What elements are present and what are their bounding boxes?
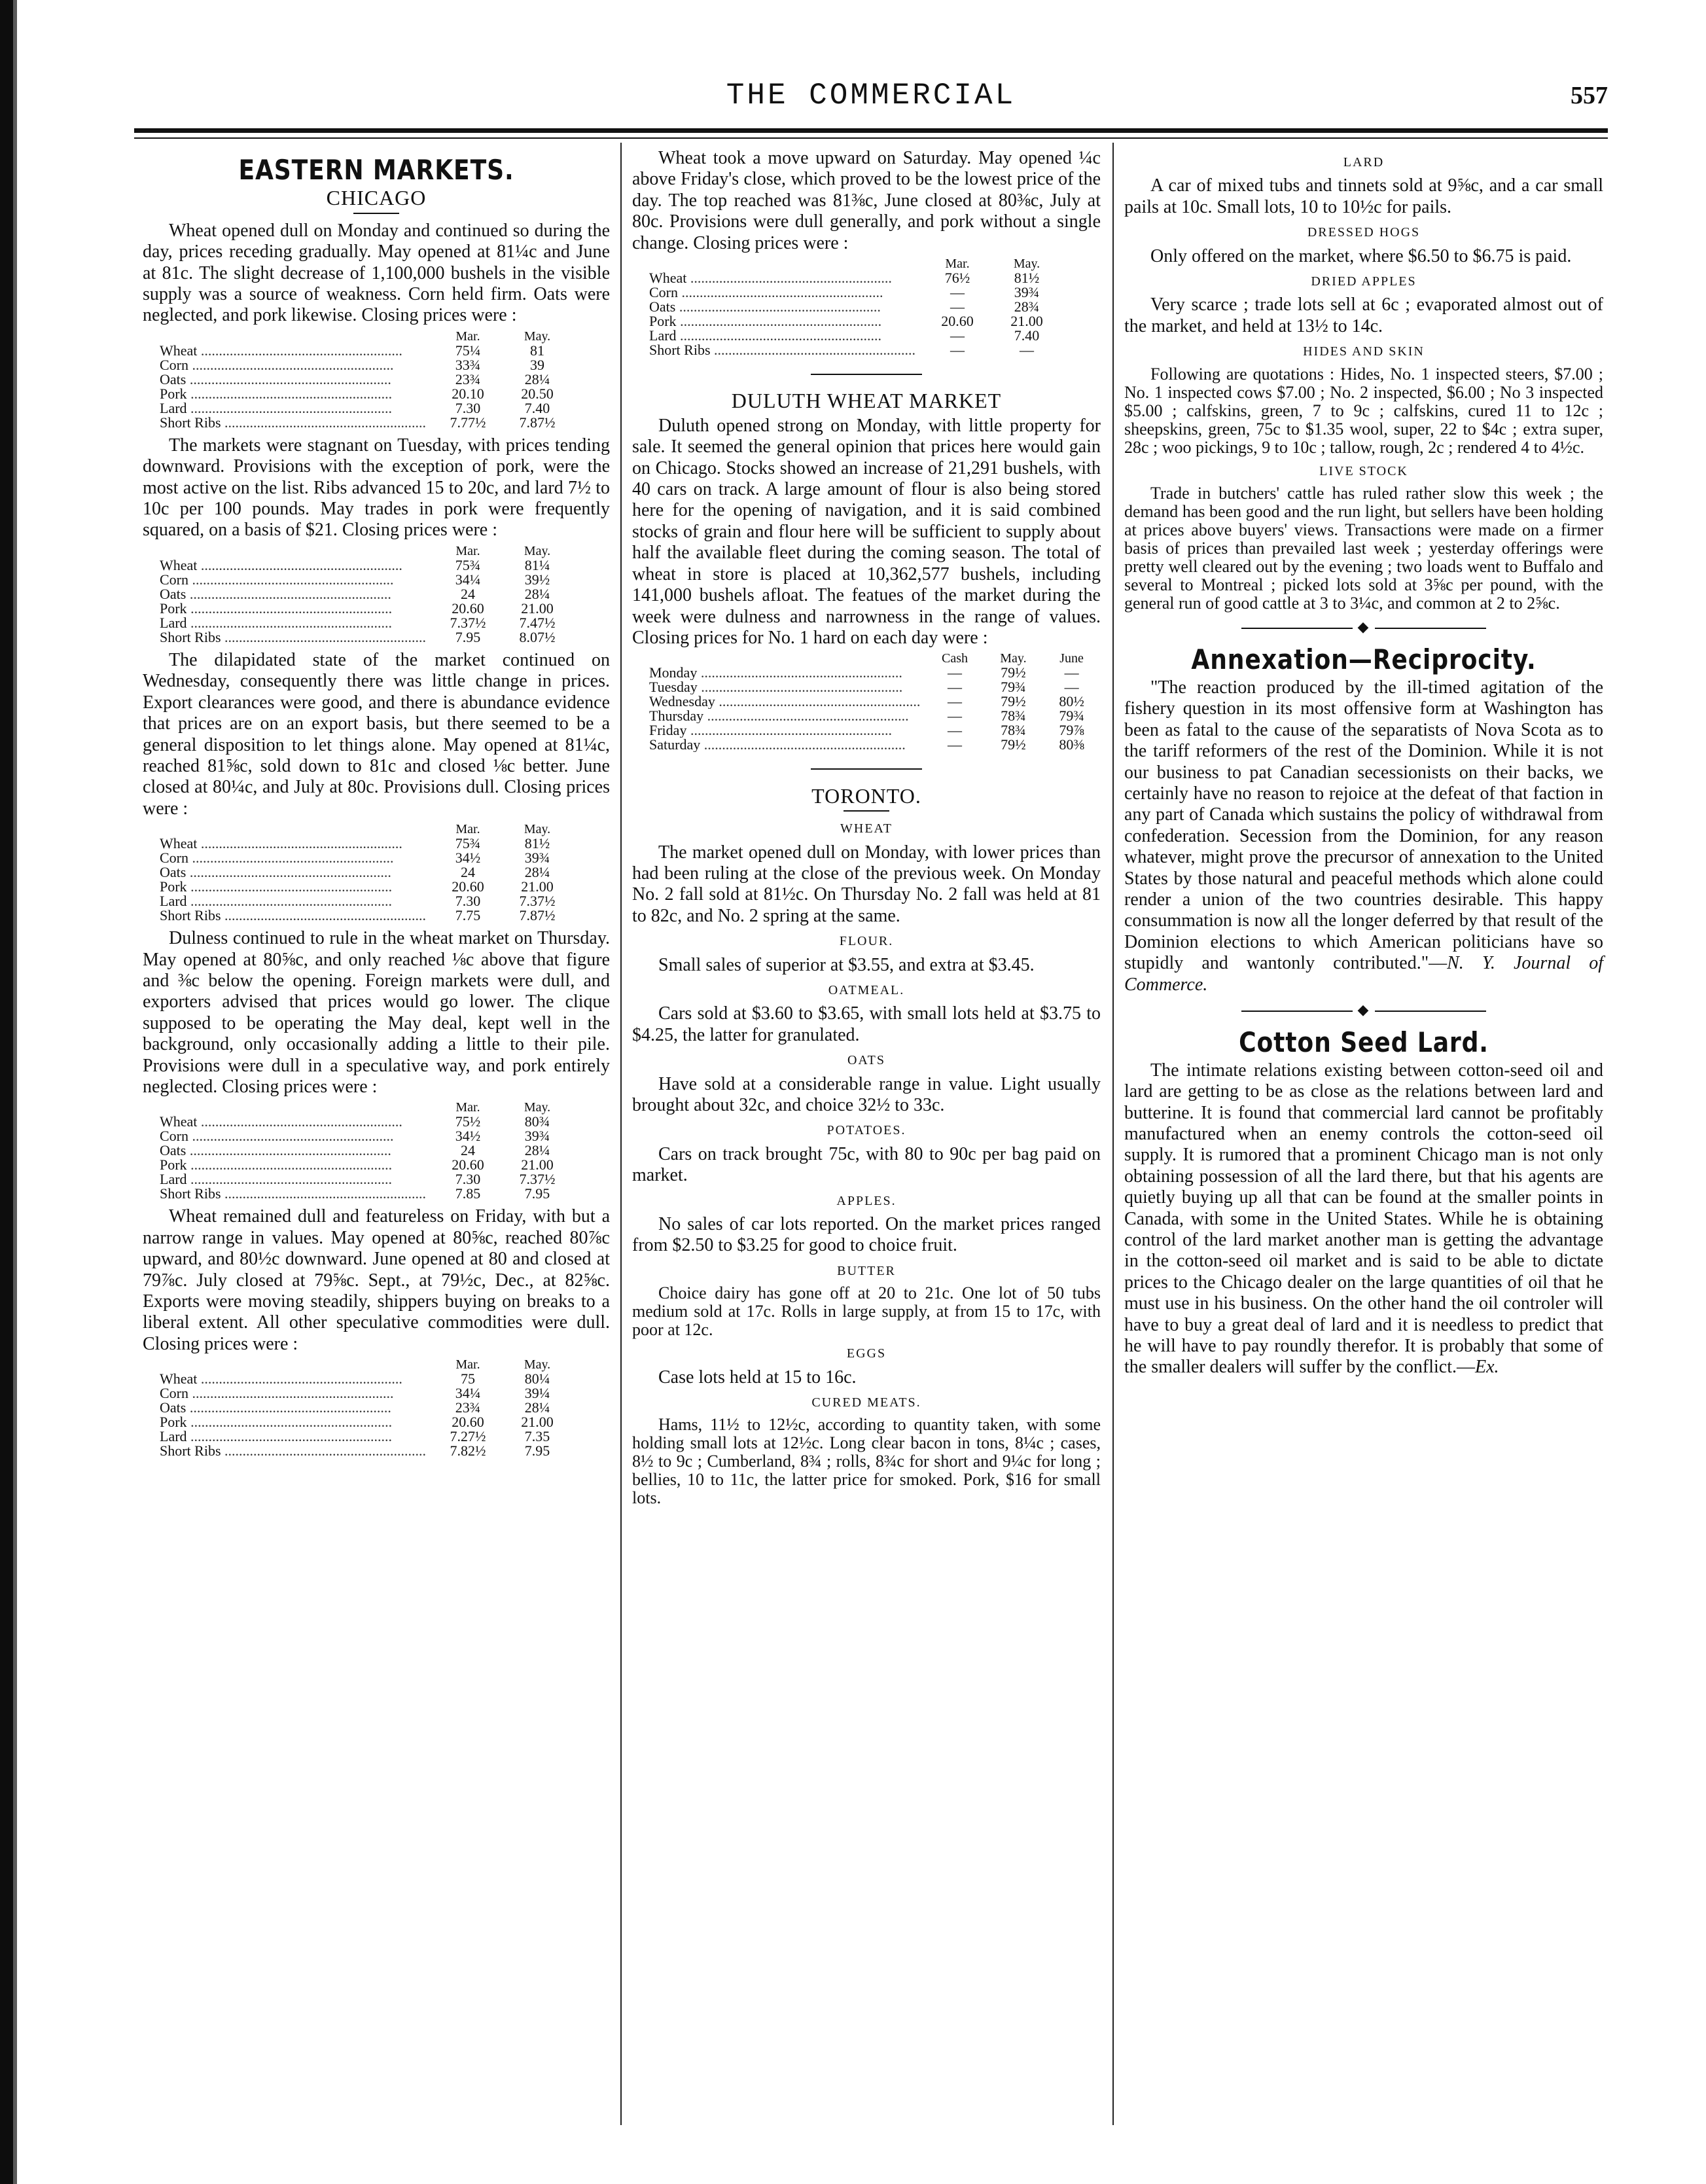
section-divider [632, 757, 1101, 778]
price-cell: 20.50 [521, 385, 554, 402]
price-cell: 20.60 [452, 878, 484, 895]
price-cell: 78¾ [1001, 707, 1026, 725]
table-header-cell [644, 651, 925, 666]
table-row [154, 416, 572, 430]
price-cell: — [950, 284, 965, 301]
price-cell: 79½ [1001, 736, 1026, 753]
commodity-label: Wheat ..... [154, 836, 433, 851]
commodity-label: Oats ..... [154, 865, 433, 880]
price-cell: — [1064, 664, 1079, 681]
table-row [154, 387, 572, 401]
price-cell: 28¼ [524, 1399, 550, 1416]
price-cell: 20.60 [452, 1156, 484, 1173]
subheading: WHEAT [840, 821, 893, 836]
price-cell: 75½ [455, 1113, 481, 1130]
table-row [644, 329, 1061, 343]
paragraph: Wheat took a move upward on Saturday. May opened ¼c above Friday's close, which proved to be the lowest price of the day. The top reached was 81⅜c, June closed at 80⅜c, July at 80c. Provisions were dull generally, and pork without a single change. Closing prices were : [632, 148, 1101, 253]
price-cell: 34½ [455, 1128, 481, 1145]
price-cell: 75¾ [455, 835, 481, 852]
table-header-cell: May. [524, 1100, 551, 1115]
commodity-label: Oats ..... [154, 1401, 433, 1415]
price-cell: 7.37½ [519, 1171, 556, 1188]
price-table [154, 329, 572, 430]
header-rule-thin [134, 137, 1608, 139]
table-header-cell: June [1059, 651, 1084, 666]
price-cell: 20.60 [452, 1414, 484, 1431]
commodity-label: Wheat ..... [644, 271, 923, 285]
table-row [154, 1401, 572, 1415]
price-cell: — [1020, 342, 1034, 359]
page-header [134, 79, 1608, 118]
table-header-cell: May. [524, 329, 551, 344]
commodity-label: Lard ..... [154, 616, 433, 630]
price-cell: 7.95 [524, 1185, 550, 1202]
price-cell: — [948, 679, 963, 696]
table-header-cell [154, 822, 433, 836]
price-cell: 81½ [1014, 270, 1040, 287]
commodity-label: Wednesday ..... [644, 694, 925, 709]
commodity-label: Pork ..... [154, 880, 433, 894]
price-cell: 79¾ [1001, 679, 1026, 696]
price-cell: 7.87½ [519, 414, 556, 431]
paragraph: Choice dairy has gone off at 20 to 21c. One lot of 50 tubs medium sold at 17c. Rolls in large supply, at from 15 to 17c, with poor at 12c. [632, 1283, 1101, 1340]
price-cell: 28¼ [524, 1142, 550, 1159]
table-row [154, 1187, 572, 1201]
binding-edge [0, 0, 13, 2184]
table-header-cell: Mar. [945, 257, 970, 272]
price-cell: 24 [461, 585, 475, 602]
commodity-label: Corn ..... [154, 1129, 433, 1143]
table-row [644, 723, 1101, 738]
subheading: APPLES. [836, 1193, 897, 1208]
price-cell: 80¼ [524, 1370, 550, 1387]
table-row [154, 908, 572, 923]
price-cell: 79¾ [1059, 707, 1084, 725]
paragraph: Very scarce ; trade lots sell at 6c ; evaporated almost out of the market, and held at 13½ to 14c. [1124, 295, 1603, 336]
price-cell: 7.95 [455, 628, 481, 645]
price-cell: 8.07½ [519, 628, 556, 645]
price-cell: 21.00 [1010, 313, 1043, 330]
column-divider [1112, 143, 1114, 2125]
table-header-cell [154, 1357, 433, 1372]
paragraph: A car of mixed tubs and tinnets sold at 9⅝c, and a car small pails at 10c. Small lots, 10 to 10½c for pails. [1124, 175, 1603, 217]
price-cell: 39¾ [1014, 284, 1040, 301]
subheading: OATS [847, 1053, 885, 1068]
table-header-row [644, 651, 1101, 666]
price-cell: 80⅜ [1059, 736, 1084, 753]
price-table [644, 257, 1061, 357]
price-cell: 7.30 [455, 1171, 481, 1188]
price-cell: 79⅞ [1059, 722, 1084, 739]
table-row [154, 616, 572, 630]
table-row [154, 372, 572, 387]
table-header-cell: Mar. [455, 543, 480, 558]
price-cell: 21.00 [521, 878, 554, 895]
price-cell: 34¼ [455, 1385, 481, 1402]
commodity-label: Saturday ..... [644, 738, 925, 752]
table-row [644, 300, 1061, 314]
commodity-label: Pork ..... [154, 1415, 433, 1429]
price-cell: 21.00 [521, 1156, 554, 1173]
paragraph: Trade in butchers' cattle has ruled rather slow this week ; the demand has been good and the run light, but sellers have been holding at prices above buyers' views. Transactions were made on a firmer basis of prices than prevailed last week ; yesterday offerings were pretty well cleared out by the evening ; two loads went to Buffalo and several to Montreal ; picked lots sold at 3⅝c per pound, with the general run of good cattle at 3 to 3¼c, and common at 2 to 2⅝c. [1124, 484, 1603, 613]
table-row [154, 1115, 572, 1129]
table-header-cell: May. [1013, 257, 1040, 272]
commodity-label: Pork ..... [154, 1158, 433, 1172]
table-header-row [154, 822, 572, 836]
commodity-label: Oats ..... [154, 372, 433, 387]
table-header-cell: Mar. [455, 1100, 480, 1115]
price-table [154, 544, 572, 645]
commodity-label: Short Ribs ..... [154, 908, 433, 923]
price-cell: 7.85 [455, 1185, 481, 1202]
price-cell: 80½ [1059, 693, 1084, 710]
subheading: EGGS [846, 1346, 887, 1361]
price-cell: 39¾ [524, 850, 550, 867]
table-row [644, 285, 1061, 300]
price-cell: 7.47½ [519, 614, 556, 631]
price-cell: 28¼ [524, 370, 550, 387]
commodity-label: Short Ribs ..... [154, 1444, 433, 1458]
short-rule [353, 213, 399, 214]
column-divider [620, 143, 622, 2125]
price-cell: 7.27½ [450, 1428, 486, 1445]
table-header-cell [154, 329, 433, 344]
section-divider [632, 363, 1101, 384]
subheading: CURED MEATS. [811, 1395, 921, 1410]
article-text: The intimate relations existing between cotton-seed oil and lard are getting to be as close as the relations between lard and butterine. It is found that commercial lard cannot be profitably manufactured when an enemy controls the cotton-seed oil supply. It is rumored that a prominent Chicago man is not only obtaining possession of all the lard there, but that his agents are quietly buying up all that can be found at the smaller points in Canada, with some in the United States. While he is obtaining control of the lard market another man is getting the advantage in the cotton-seed oil market and is said to be able to dictate prices to the Chicago dealer on the large quantities of oil that he must use in his business. On the other hand the oil controler will have to buy a great deal of lard and it is needless to predict that he will have to pay roundly therefor. It is probably that some of the smaller dealers will suffer by the conflict.— [1124, 1060, 1603, 1378]
commodity-label: Wheat ..... [154, 1115, 433, 1129]
commodity-label: Lard ..... [154, 1429, 433, 1444]
table-header-cell: Mar. [455, 329, 480, 344]
price-cell: 7.37½ [519, 893, 556, 910]
commodity-label: Lard ..... [154, 401, 433, 416]
price-cell: 7.30 [455, 399, 481, 416]
table-row [644, 314, 1061, 329]
paragraph: Small sales of superior at $3.55, and extra at $3.45. [658, 954, 1035, 975]
commodity-label: Oats ..... [154, 1143, 433, 1158]
header-rule-thick [134, 128, 1608, 133]
table-row [644, 680, 1101, 694]
table-header-cell [154, 544, 433, 558]
price-cell: 7.75 [455, 907, 481, 924]
table-row [154, 630, 572, 645]
subheading: DRESSED HOGS [1307, 225, 1421, 240]
table-header-row [154, 1357, 572, 1372]
table-row [644, 343, 1061, 357]
price-cell: 28¼ [524, 585, 550, 602]
paragraph: The dilapidated state of the market continued on Wednesday, consequently there was little change in prices. Export clearances were good, and there is abundance evidence that prices are on an export basis, but there seemed to be a general disposition to let things alone. May opened at 81¼c, reached 81⅝c, sold down to 81c and closed ⅛c better. June closed at 80¼c, and July at 80c. Provisions dull. Closing prices were : [143, 649, 610, 819]
table-header-cell: May. [524, 1357, 551, 1372]
paragraph: The markets were stagnant on Tuesday, with prices tending downward. Provisions with the exception of pork, were the most active on the list. Ribs advanced 15 to 20c, and lard 7½ to 10c per 100 pounds. May trades in pork were frequently squared, on a basis of $21. Closing prices were : [143, 435, 610, 541]
table-row [644, 694, 1101, 709]
paragraph: Case lots held at 15 to 16c. [658, 1367, 857, 1387]
price-cell: — [948, 707, 963, 725]
commodity-label: Corn ..... [644, 285, 923, 300]
quote-source: N. Y. Journal of Commerce. [1124, 953, 1603, 995]
table-row [154, 836, 572, 851]
commodity-label: Wheat ..... [154, 1372, 433, 1386]
commodity-label: Thursday ..... [644, 709, 925, 723]
price-cell: 28¾ [1014, 298, 1040, 315]
commodity-label: Oats ..... [154, 587, 433, 601]
table-header-cell: May. [524, 543, 551, 558]
table-row [154, 1158, 572, 1172]
quote-text: "The reaction produced by the ill-timed agitation of the fishery question in its most offensive form at Washington has been as fatal to the cause of the separatists of Nova Scota as to the tariff reformers of the rest of the Dominion. While it is not our business to pat Canadian secessionists on their backs, we certainly have no reason to rejoice at the defeat of that faction in any part of Canada which sustains the policy of withdrawal from confederation. Secession from the Dominion, for any reason whatever, might prove the precursor of annexation to the United States by those natural and peaceful methods which alone could render a union of the two countries desirable. This happy consummation is now all the longer deferred by that result of the Dominion elections to which American politicians have so stupidly and wantonly contributed."— [1124, 677, 1603, 974]
subheading: OATMEAL. [828, 982, 905, 997]
price-cell: 24 [461, 864, 475, 881]
paragraph: Wheat remained dull and featureless on Friday, with but a narrow range in values. May opened at 80⅝c, reached 80⅞c upward, and 80½c downward. June opened at 80 and closed at 79⅞c. July closed at 79⅝c. Sept., at 79½c, Dec., at 82⅝c. Exports were moving steadily, shippers buying on breaks to a liberal extent. All other speculative commodities were dull. Closing prices were : [143, 1206, 610, 1354]
table-row [154, 1429, 572, 1444]
section-heading: TORONTO. [811, 783, 921, 808]
commodity-label: Corn ..... [154, 358, 433, 372]
section-divider: ◆ [1124, 617, 1603, 637]
subheading: HIDES AND SKIN [1303, 344, 1425, 359]
commodity-label: Oats ..... [644, 300, 923, 314]
section-heading: EASTERN MARKETS. [238, 154, 514, 186]
table-row [154, 401, 572, 416]
section-subheading: CHICAGO [326, 186, 427, 210]
commodity-label: Lard ..... [154, 894, 433, 908]
table-header-row [154, 544, 572, 558]
price-cell: 79½ [1001, 693, 1026, 710]
section-divider: ◆ [1124, 999, 1603, 1020]
price-cell: — [948, 664, 963, 681]
price-cell: 7.40 [524, 399, 550, 416]
price-cell: 21.00 [521, 600, 554, 617]
paragraph: Duluth opened strong on Monday, with little property for sale. It seemed the general opinion that prices here would gain on Chicago. Stocks showed an increase of 21,291 bushels, with 40 cars on track. A large amount of flour is also being stored here for the opening of navigation, and it is said combined stocks of grain and flour here will be sufficient to supply about half the available fleet during the coming season. The total of wheat in store is placed at 10,362,577 bushels, including 141,000 bushels afloat. The featues of the market during the week were dulness and narrowness in the range of values. Closing prices for No. 1 hard on each day were : [632, 415, 1101, 648]
table-row [154, 1143, 572, 1158]
price-cell: 20.60 [452, 600, 484, 617]
price-cell: 39 [530, 356, 544, 373]
price-table [644, 651, 1101, 752]
subheading: BUTTER [837, 1263, 896, 1278]
paragraph: Only offered on the market, where $6.50 to $6.75 is paid. [1150, 245, 1572, 266]
price-table [154, 1100, 572, 1201]
subheading: LIVE STOCK [1319, 463, 1408, 478]
table-header-cell [644, 257, 923, 271]
table-header-cell: May. [524, 822, 551, 837]
price-cell: 20.10 [452, 385, 484, 402]
table-row [154, 1444, 572, 1458]
price-cell: 7.40 [1014, 327, 1040, 344]
price-cell: — [950, 342, 965, 359]
commodity-label: Short Ribs ..... [154, 1187, 433, 1201]
commodity-label: Lard ..... [154, 1172, 433, 1187]
section-heading: DULUTH WHEAT MARKET [731, 389, 1002, 413]
commodity-label: Monday ..... [644, 666, 925, 680]
subheading: DRIED APPLES [1311, 274, 1417, 289]
paragraph: Dulness continued to rule in the wheat market on Thursday. May opened at 80⅝c, and only reached ⅛c above that figure and ⅜c below the opening. Foreign markets were dull, and exporters advised that prices would go lower. The clique supposed to be operating the May deal, kept well in the background, only occasionally adding a little to their pile. Provisions were dull in a speculative way, and pork entirely neglected. Closing prices were : [143, 928, 610, 1097]
article-heading: Cotton Seed Lard. [1239, 1026, 1489, 1059]
commodity-label: Tuesday ..... [644, 680, 925, 694]
price-cell: — [948, 736, 963, 753]
paragraph: Cars sold at $3.60 to $3.65, with small lots held at $3.75 to $4.25, the latter for granulated. [632, 1003, 1101, 1045]
price-cell: 81 [530, 342, 544, 359]
paragraph [1124, 1060, 1603, 1378]
price-table [154, 1357, 572, 1458]
price-cell: 79½ [1001, 664, 1026, 681]
table-row [154, 880, 572, 894]
price-cell: 24 [461, 1142, 475, 1159]
price-cell: 21.00 [521, 1414, 554, 1431]
price-cell: 23¾ [455, 370, 481, 387]
price-cell: 75 [461, 1370, 475, 1387]
binding-shadow [13, 0, 17, 2184]
table-row [154, 558, 572, 573]
subheading: POTATOES. [826, 1123, 906, 1138]
commodity-label: Short Ribs ..... [154, 416, 433, 430]
price-cell: 39¾ [524, 1128, 550, 1145]
paragraph: Hams, 11½ to 12½c, according to quantity taken, with some holding small lots at 12½c. Long clear bacon in tons, 8¼c ; cases, 8½ to 9c ; Cumberland, 8¾ ; rolls, 8¾c for short and 9¼c for long ; bellies, 10 to 11c, the latter price for smoked. Pork, $16 for small lots. [632, 1415, 1101, 1508]
price-cell: 7.77½ [450, 414, 486, 431]
table-header-cell: Cash [942, 651, 969, 666]
commodity-label: Wheat ..... [154, 558, 433, 573]
commodity-label: Short Ribs ..... [154, 630, 433, 645]
price-cell: 39½ [524, 571, 550, 588]
price-cell: 80¾ [524, 1113, 550, 1130]
price-cell: 7.87½ [519, 907, 556, 924]
column-right [1124, 148, 1603, 1380]
price-cell: 7.30 [455, 893, 481, 910]
price-cell: 7.82½ [450, 1442, 486, 1459]
commodity-label: Corn ..... [154, 573, 433, 587]
table-header-row [154, 329, 572, 344]
running-title: THE COMMERCIAL [726, 79, 1016, 113]
table-header-row [154, 1100, 572, 1115]
table-header-row [644, 257, 1061, 271]
table-header-cell: Mar. [455, 1357, 480, 1372]
price-cell: 28¼ [524, 864, 550, 881]
price-cell: — [948, 722, 963, 739]
price-cell: 7.37½ [450, 614, 486, 631]
column-left [143, 148, 610, 1463]
table-header-cell: Mar. [455, 822, 480, 837]
table-row [154, 851, 572, 865]
table-row [644, 666, 1101, 680]
commodity-label: Wheat ..... [154, 344, 433, 358]
table-row [154, 1386, 572, 1401]
table-row [644, 709, 1101, 723]
table-row [644, 271, 1061, 285]
table-row [154, 587, 572, 601]
price-cell: — [1064, 679, 1079, 696]
price-cell: 81¼ [524, 556, 550, 573]
table-row [154, 865, 572, 880]
paragraph: Have sold at a considerable range in value. Light usually brought about 32c, and choice 32½ to 33c. [632, 1073, 1101, 1115]
price-cell: 7.95 [524, 1442, 550, 1459]
price-cell: — [950, 327, 965, 344]
price-cell: 23¾ [455, 1399, 481, 1416]
page-number: 557 [1571, 82, 1608, 109]
paragraph: Wheat opened dull on Monday and continued so during the day, prices receding gradually. May opened at 81¼c and June at 81c. The slight decrease of 1,100,000 bushels in the visible supply was a source of weakness. Corn held firm. Oats were neglected, and pork likewise. Closing prices were : [143, 220, 610, 326]
paragraph: No sales of car lots reported. On the market prices ranged from $2.50 to $3.25 for good to choice fruit. [632, 1214, 1101, 1256]
table-row [154, 358, 572, 372]
price-table [154, 822, 572, 923]
table-header-cell: May. [1000, 651, 1027, 666]
table-row [154, 573, 572, 587]
price-cell: 39¼ [524, 1385, 550, 1402]
subheading: FLOUR. [839, 934, 894, 949]
table-row [154, 1415, 572, 1429]
subheading: LARD [1343, 155, 1385, 170]
price-cell: 78¾ [1001, 722, 1026, 739]
commodity-label: Friday ..... [644, 723, 925, 738]
article-heading: Annexation—Reciprocity. [1191, 643, 1537, 676]
price-cell: — [950, 298, 965, 315]
paragraph: Following are quotations : Hides, No. 1 inspected steers, $7.00 ; No. 1 inspected cows $7.00 ; No. 2 inspected, $6.00 ; No 3 inspected $5.00 ; calfskins, green, 7 to 9c ; calfskins, cured 11 to 12c ; sheepskins, green, 75c to $1.35 wool, super, 22 to $4c ; extra super, 28c ; woo pickings, 9 to 10c ; tallow, rough, 2c ; rendered 4 to 4½c. [1124, 364, 1603, 457]
commodity-label: Lard ..... [644, 329, 923, 343]
commodity-label: Pork ..... [154, 601, 433, 616]
short-rule [844, 810, 889, 812]
table-row [154, 344, 572, 358]
commodity-label: Corn ..... [154, 1386, 433, 1401]
price-cell: 75¼ [455, 342, 481, 359]
table-row [154, 1172, 572, 1187]
price-cell: 7.35 [524, 1428, 550, 1445]
table-row [644, 738, 1101, 752]
price-cell: 75¾ [455, 556, 481, 573]
paragraph: The market opened dull on Monday, with lower prices than had been ruling at the close of the previous week. On Monday No. 2 fall sold at 81½c. On Thursday No. 2 fall was held at 81 to 82c, and No. 2 spring at the same. [632, 842, 1101, 926]
commodity-label: Pork ..... [644, 314, 923, 329]
price-cell: 20.60 [941, 313, 974, 330]
price-cell: 76½ [944, 270, 970, 287]
article-source: Ex. [1474, 1357, 1499, 1378]
price-cell: — [948, 693, 963, 710]
price-cell: 81½ [524, 835, 550, 852]
price-cell: 33¾ [455, 356, 481, 373]
column-middle [632, 148, 1101, 1509]
table-row [154, 1372, 572, 1386]
commodity-label: Pork ..... [154, 387, 433, 401]
table-row [154, 601, 572, 616]
table-row [154, 1129, 572, 1143]
table-header-cell [154, 1100, 433, 1115]
price-cell: 34¼ [455, 571, 481, 588]
commodity-label: Corn ..... [154, 851, 433, 865]
table-row [154, 894, 572, 908]
price-cell: 34½ [455, 850, 481, 867]
paragraph: Cars on track brought 75c, with 80 to 90c per bag paid on market. [632, 1143, 1101, 1186]
commodity-label: Short Ribs ..... [644, 343, 923, 357]
paragraph [1124, 677, 1603, 995]
